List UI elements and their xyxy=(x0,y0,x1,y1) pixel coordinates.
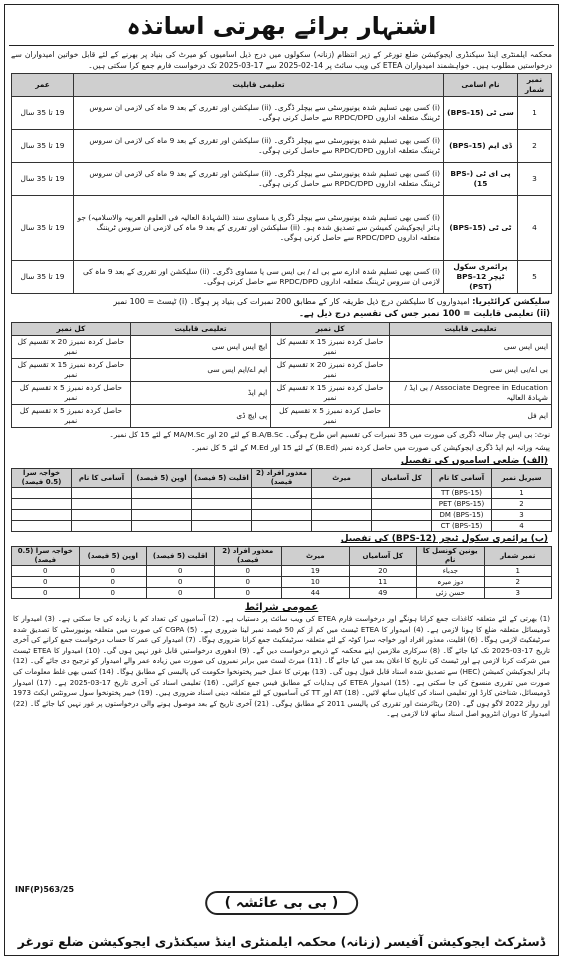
primary-posts-title: (ب) پرائمری سکول ٹیچر (BPS-12) کی تفصیل xyxy=(340,534,548,544)
district-cell xyxy=(72,521,132,532)
district-cell xyxy=(72,488,132,499)
table-row xyxy=(12,405,552,428)
table-row xyxy=(12,499,552,510)
grading-table xyxy=(11,322,552,428)
primary-cell: 0 xyxy=(79,588,147,599)
district-header: اقلیت (5 فیصد) xyxy=(192,469,252,488)
grading-cell: حاصل کردہ نمبرز x 20 تقسیم کل نمبر xyxy=(12,336,131,359)
selection-line1: امیدواروں کا سلیکشن درج ذیل طریقہ کار کے مطابق 200 نمبرات کی بنیاد پر ہوگا۔ xyxy=(189,297,470,306)
advertisement-page xyxy=(4,4,559,956)
district-cell xyxy=(312,510,372,521)
district-cell xyxy=(312,521,372,532)
table-row xyxy=(12,488,552,499)
district-cell xyxy=(312,499,372,510)
primary-header: یونین کونسل کا نام xyxy=(417,547,485,566)
district-cell xyxy=(132,488,192,499)
row-qualification: (i) کسی بھی تسلیم شدہ ادارے سے بی اے / بی ایس سی یا مساوی ڈگری۔ (ii) سلیکشن اور تقرری کے بعد 9 ماہ کی لازمی ان سروس ٹریننگ متعلقہ اداروں RPDC/DPD سے حاصل کرنی ہوگی۔ xyxy=(74,261,444,294)
district-header: آسامی کا نام xyxy=(432,469,492,488)
row-no: 2 xyxy=(518,130,552,163)
table-header-row xyxy=(12,74,552,97)
primary-posts-block xyxy=(11,546,552,599)
grading-cell: حاصل کردہ نمبرز x 15 تقسیم کل نمبر xyxy=(271,382,390,405)
grading-cell: حاصل کردہ نمبرز x 15 تقسیم کل نمبر xyxy=(271,336,390,359)
district-header: اوپن (5 فیصد) xyxy=(132,469,192,488)
grading-cell: Associate Degree in Education / بی ایڈ / شہادۃ العالیہ xyxy=(390,382,552,405)
district-cell xyxy=(192,488,252,499)
row-post: سی ٹی (BPS-15) xyxy=(444,97,518,130)
primary-cell: 0 xyxy=(12,566,80,577)
primary-cell: جدباء xyxy=(417,566,485,577)
district-cell: 3 xyxy=(492,510,552,521)
table-header-row xyxy=(12,323,552,336)
row-no: 5 xyxy=(518,261,552,294)
primary-cell: حسن زئی xyxy=(417,588,485,599)
signatory-name: ( بی بی عائشہ ) xyxy=(205,891,359,915)
district-header: معذور افراد (2 فیصد) xyxy=(252,469,312,488)
district-cell: TT (BPS-15) xyxy=(432,488,492,499)
district-cell: DM (BPS-15) xyxy=(432,510,492,521)
selection-line2: (ii) تعلیمی قابلیت = 100 نمبر جس کی تقسیم درج ذیل ہے۔ xyxy=(298,309,550,319)
district-cell xyxy=(372,499,432,510)
primary-cell: 10 xyxy=(282,577,350,588)
district-cell xyxy=(132,510,192,521)
primary-cell: 0 xyxy=(147,577,215,588)
table-row xyxy=(12,336,552,359)
row-no: 1 xyxy=(518,97,552,130)
primary-cell: 0 xyxy=(147,588,215,599)
primary-cell: 0 xyxy=(147,566,215,577)
primary-posts-table xyxy=(11,546,552,599)
primary-cell: 2 xyxy=(484,577,552,588)
header-qualification: تعلیمی قابلیت xyxy=(74,74,444,97)
primary-header: میرٹ xyxy=(282,547,350,566)
district-cell xyxy=(132,499,192,510)
row-qualification: (i) کسی بھی تسلیم شدہ یونیورسٹی سے بیچلر ڈگری۔ (ii) سلیکشن اور تقرری کے بعد 9 ماہ کی لازمی ان سروس ٹریننگ متعلقہ اداروں RPDC/DPD سے حاصل کرنی ہوگی۔ xyxy=(74,130,444,163)
district-cell xyxy=(132,521,192,532)
table-row xyxy=(12,97,552,130)
row-age: 19 تا 35 سال xyxy=(12,196,74,261)
selection-heading: سلیکشن کرائٹیریا: xyxy=(472,297,550,307)
issuing-office: ڈسٹرکٹ ایجوکیشن آفیسر (زنانہ) محکمہ ایلمنٹری اینڈ سیکنڈری ایجوکیشن ضلع تورغر xyxy=(17,934,546,949)
table-row xyxy=(12,261,552,294)
district-cell xyxy=(192,510,252,521)
table-row xyxy=(12,577,552,588)
table-row xyxy=(12,566,552,577)
district-cell xyxy=(252,521,312,532)
district-cell xyxy=(192,521,252,532)
grading-cell: ایم فل xyxy=(390,405,552,428)
grading-cell: حاصل کردہ نمبرز x 5 تقسیم کل نمبر xyxy=(12,382,131,405)
primary-header: اوپن (5 فیصد) xyxy=(79,547,147,566)
primary-cell: 0 xyxy=(214,588,282,599)
primary-cell: 0 xyxy=(214,577,282,588)
district-cell xyxy=(312,488,372,499)
row-qualification: (i) کسی بھی تسلیم شدہ یونیورسٹی سے بیچلر ڈگری۔ (ii) سلیکشن اور تقرری کے بعد 9 ماہ کی لازمی ان سروس ٹریننگ متعلقہ اداروں RPDC/DPD سے حاصل کرنی ہوگی۔ xyxy=(74,163,444,196)
primary-cell: 1 xyxy=(484,566,552,577)
table-row xyxy=(12,382,552,405)
district-cell xyxy=(372,488,432,499)
row-post: پرائمری سکول ٹیچر BPS-12 (PST) xyxy=(444,261,518,294)
note-2: پیشہ ورانہ ایم ایڈ ڈگری ایجوکیشن کی صورت میں حاصل کردہ نمبر (B.Ed) کے لئے 15 اور M.Ed کے لئے 5 کل نمبر۔ xyxy=(191,443,550,452)
table-row xyxy=(12,521,552,532)
district-cell: 1 xyxy=(492,488,552,499)
header-post: نام اسامی xyxy=(444,74,518,97)
selection-criteria xyxy=(5,294,558,322)
primary-header: خواجہ سرا (0.5 فیصد) xyxy=(12,547,80,566)
district-cell xyxy=(192,499,252,510)
primary-cell: 0 xyxy=(12,588,80,599)
general-conditions-title: عمومی شرائط xyxy=(244,602,319,613)
reference-number: INF(P)563/25 xyxy=(15,885,75,894)
general-conditions-text: (1) بھرتی کے لئے متعلقہ کاغذات جمع کرانا ہونگے اور درخواست فارم ETEA کی ویب سائٹ پر دستیاب ہے۔ (2) آسامیوں کی تعداد کم یا زیادہ کی جا سکتی ہے۔ (3) امیدوار کا ڈومیسائل متعلقہ ضلع کا ہونا لازمی ہے۔ (4) امیدوار کا ETEA ٹیسٹ میں کم از کم 50 فیصد نمبر لینا ضروری ہے۔ (5) CGPA کی صورت میں متعلقہ یونیورسٹی کا تصدیق شدہ سرٹیفکیٹ لازمی ہوگا۔ (6) اقلیت، معذور افراد اور خواجہ سرا کوٹہ کے لئے متعلقہ سرٹیفکیٹ جمع کرانا ضروری ہوگا۔ (7) امیدوار کی عمر کا حساب درخواست جمع کرانے کی آخری تاریخ 17-03-2025 تک کیا جائے گا۔ (8) سرکاری ملازمین اپنے محکمہ کے ذریعے درخواست دیں گے۔ (9) ادھوری درخواستیں قابل غور نہیں ہوں گی۔ (10) امیدوار کا ETEA ٹیسٹ میں شرکت کرنا لازمی ہے اور ٹیسٹ کی تاریخ کا اعلان بعد میں کیا جائے گا۔ (11) میرٹ لسٹ میں برابر نمبروں کی صورت میں زیادہ عمر والے امیدوار کو ترجیح دی جائے گی۔ (12) ہائر ایجوکیشن کمیشن (HEC) سے تصدیق شدہ اسناد قابل قبول ہوں گی۔ (13) بھرتی کا عمل خیبر پختونخوا حکومت کی پالیسی کے مطابق ہوگا۔ (14) کسی بھی غلط معلومات کی صورت میں تقرری منسوخ کی جا سکتی ہے۔ (15) امیدوار ETEA کی ہدایات کے مطابق فیس جمع کرائیں۔ (16) تعلیمی اسناد کی آخری تاریخ 17-03-2025 ہے۔ (17) امیدوار ڈومیسائل، شناختی کارڈ اور تعلیمی اسناد کی کاپیاں ساتھ لائیں۔ (18) AT اور TT کی آسامیوں کے لئے متعلقہ دینی اسناد ضروری ہیں۔ (19) خیبر پختونخوا سول سرونٹس ایکٹ 1973 اور رولز 2022 لاگو ہوں گے۔ (20) ریٹائرمنٹ اور تقرری کی پالیسی 2011 کے مطابق ہوگی۔ (21) آخری تاریخ کے بعد موصول ہونے والی درخواستوں پر غور نہیں کیا جائے گا۔ (22) امیدوار کا دوران انٹرویو اصل اسناد ساتھ لانا لازمی ہے۔ xyxy=(13,614,551,719)
grading-cell: پی ایچ ڈی xyxy=(130,405,270,428)
row-post: ٹی ٹی (BPS-15) xyxy=(444,196,518,261)
district-header: میرٹ xyxy=(312,469,372,488)
district-header: کل آسامیاں xyxy=(372,469,432,488)
row-post: پی ای ٹی (BPS-15) xyxy=(444,163,518,196)
row-qualification: (i) کسی بھی تسلیم شدہ یونیورسٹی سے بیچلر ڈگری یا مساوی سند (الشہادۃ العالیہ فی العلوم العربیہ والاسلامیہ) جو ہائر ایجوکیشن کمیشن سے تصدیق شدہ ہو۔ (ii) سلیکشن اور تقرری کے بعد 9 ماہ کی لازمی ان سروس ٹریننگ متعلقہ اداروں RPDC/DPD سے حاصل کرنی ہوگی۔ xyxy=(74,196,444,261)
district-header: آسامی کا نام xyxy=(72,469,132,488)
primary-cell: 11 xyxy=(349,577,417,588)
posts-table xyxy=(11,73,552,294)
row-no: 4 xyxy=(518,196,552,261)
primary-cell: 20 xyxy=(349,566,417,577)
primary-cell: دوز میرہ xyxy=(417,577,485,588)
intro-text: محکمہ ایلمنٹری اینڈ سیکنڈری ایجوکیشن ضلع تورغر کے زیر انتظام (زنانہ) سکولوں میں درج ذیل اسامیوں کو میرٹ کی بنیاد پر بھرنے کے لئے قابل خواتین امیدواران سے درخواستیں مطلوب ہیں۔ خواہشمند امیدواران ETEA کی ویب سائٹ پر 14-02-2025 سے 17-03-2025 تک درخواست فارم جمع کرا سکتی ہیں۔ xyxy=(11,50,552,70)
grading-cell: ایم ایڈ xyxy=(130,382,270,405)
grading-cell: بی اے/بی ایس سی xyxy=(390,359,552,382)
table-row xyxy=(12,163,552,196)
primary-cell: 0 xyxy=(79,566,147,577)
note-1: نوٹ: بی ایس چار سالہ ڈگری کی صورت میں 35 نمبرات کی تقسیم اس طرح ہوگی۔ B.A/B.Sc کے لئے 20 اور MA/M.Sc کے لئے 15 کل نمبر۔ xyxy=(109,430,550,439)
primary-header: اقلیت (5 فیصد) xyxy=(147,547,215,566)
district-cell xyxy=(12,510,72,521)
row-qualification: (i) کسی بھی تسلیم شدہ یونیورسٹی سے بیچلر ڈگری۔ (ii) سلیکشن اور تقرری کے بعد 9 ماہ کی لازمی ان سروس ٹریننگ متعلقہ اداروں RPDC/DPD سے حاصل کرنی ہوگی۔ xyxy=(74,97,444,130)
table-row xyxy=(12,588,552,599)
table-row xyxy=(12,196,552,261)
district-posts-block xyxy=(11,468,552,532)
district-cell xyxy=(372,521,432,532)
grading-cell: حاصل کردہ نمبرز x 5 تقسیم کل نمبر xyxy=(12,405,131,428)
primary-cell: 0 xyxy=(79,577,147,588)
footer xyxy=(5,881,558,955)
table-header-row xyxy=(12,469,552,488)
primary-header: نمبر شمار xyxy=(484,547,552,566)
district-posts-table xyxy=(11,468,552,532)
primary-header: معذور افراد (2 فیصد) xyxy=(214,547,282,566)
primary-cell: 0 xyxy=(214,566,282,577)
district-cell: PET (BPS-15) xyxy=(432,499,492,510)
district-header: خواجہ سرا (0.5 فیصد) xyxy=(12,469,72,488)
grading-header-marks-b: کل نمبر xyxy=(12,323,131,336)
district-header: سیریل نمبر xyxy=(492,469,552,488)
district-posts-title: (الف) ضلعی اسامیوں کی تفصیل xyxy=(400,456,548,466)
primary-cell: 44 xyxy=(282,588,350,599)
header-serial: نمبر شمار xyxy=(518,74,552,97)
row-age: 19 تا 35 سال xyxy=(12,97,74,130)
grading-cell: ایم اے/ایم ایس سی xyxy=(130,359,270,382)
grading-cell: ایس ایس سی xyxy=(390,336,552,359)
primary-cell: 0 xyxy=(12,577,80,588)
selection-test: (i) ٹیسٹ = 100 نمبر xyxy=(113,297,188,306)
district-cell xyxy=(252,488,312,499)
page-title: اشتہار برائے بھرتی اساتذہ xyxy=(9,7,554,46)
grading-cell: حاصل کردہ نمبرز x 20 تقسیم کل نمبر xyxy=(271,359,390,382)
district-cell xyxy=(12,488,72,499)
grading-cell: حاصل کردہ نمبرز x 5 تقسیم کل نمبر xyxy=(271,405,390,428)
row-age: 19 تا 35 سال xyxy=(12,261,74,294)
district-cell: 2 xyxy=(492,499,552,510)
primary-header: کل آسامیاں xyxy=(349,547,417,566)
grading-header-qual-b: تعلیمی قابلیت xyxy=(130,323,270,336)
table-row xyxy=(12,130,552,163)
row-post: ڈی ایم (BPS-15) xyxy=(444,130,518,163)
grading-block xyxy=(11,322,552,428)
primary-cell: 49 xyxy=(349,588,417,599)
district-cell: 4 xyxy=(492,521,552,532)
district-cell xyxy=(252,499,312,510)
table-row xyxy=(12,510,552,521)
grading-header-marks-a: کل نمبر xyxy=(271,323,390,336)
grading-header-qual-a: تعلیمی قابلیت xyxy=(390,323,552,336)
grading-cell: ایچ ایس ایس سی xyxy=(130,336,270,359)
district-cell xyxy=(372,510,432,521)
table-row xyxy=(12,359,552,382)
primary-cell: 3 xyxy=(484,588,552,599)
header-age: عمر xyxy=(12,74,74,97)
row-age: 19 تا 35 سال xyxy=(12,130,74,163)
district-cell: CT (BPS-15) xyxy=(432,521,492,532)
table-header-row xyxy=(12,547,552,566)
district-cell xyxy=(12,499,72,510)
district-cell xyxy=(12,521,72,532)
main-table-block xyxy=(11,73,552,294)
row-age: 19 تا 35 سال xyxy=(12,163,74,196)
row-no: 3 xyxy=(518,163,552,196)
district-cell xyxy=(252,510,312,521)
district-cell xyxy=(72,499,132,510)
primary-cell: 19 xyxy=(282,566,350,577)
grading-cell: حاصل کردہ نمبرز x 15 تقسیم کل نمبر xyxy=(12,359,131,382)
district-cell xyxy=(72,510,132,521)
